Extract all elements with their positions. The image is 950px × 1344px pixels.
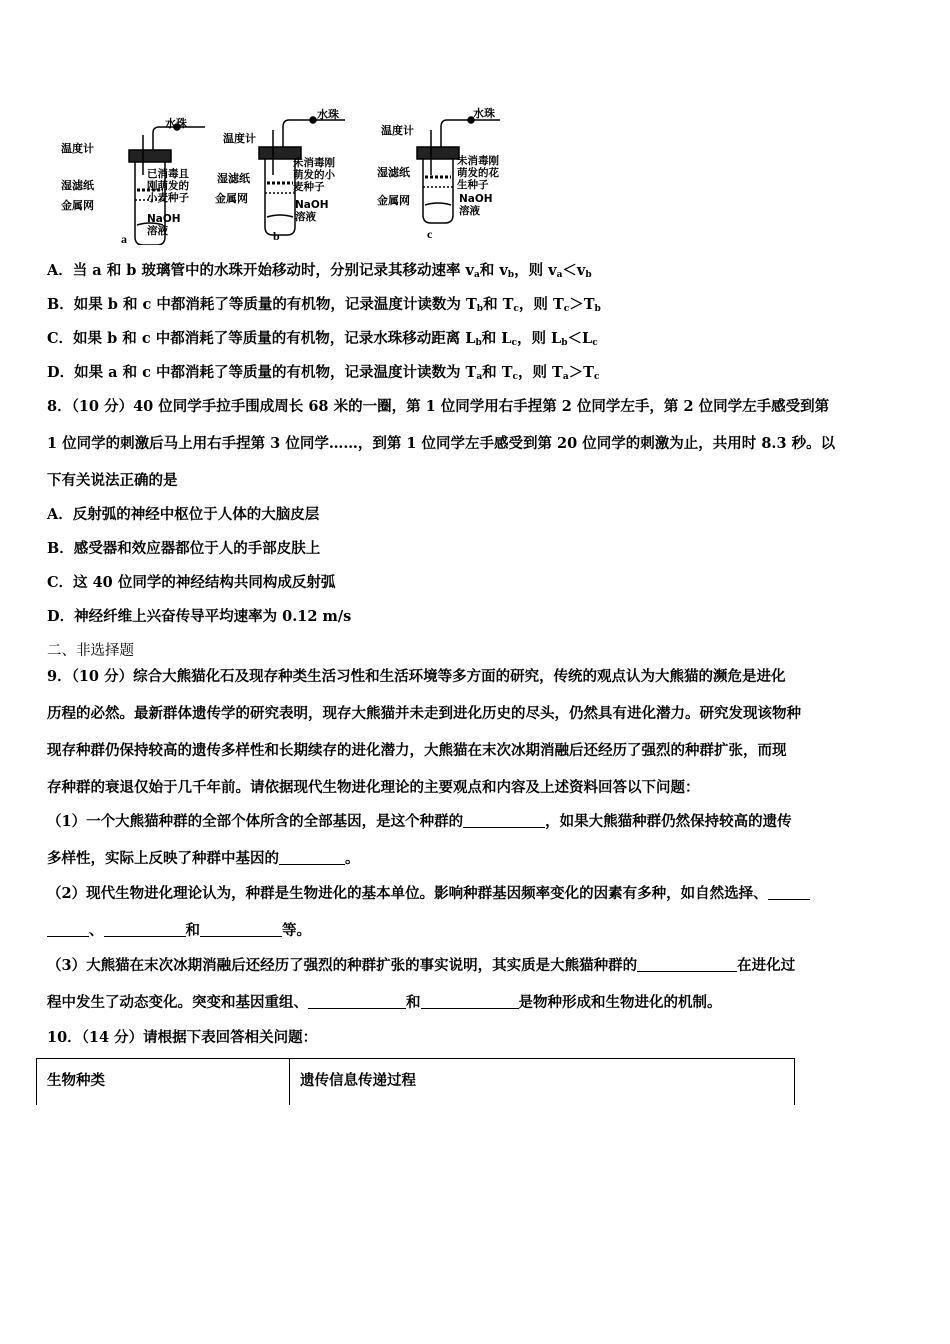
section-heading: 二、非选择题 [47,643,134,659]
q8-option-c: C．这 40 位同学的神经结构共同构成反射弧 [47,574,336,591]
q8-option-d: D．神经纤维上兴奋传导平均速率为 0.12 m/s [47,608,352,625]
q7-option-c: C．如果 b 和 c 中都消耗了等质量的有机物，记录水珠移动距离 $L_b$和 $L_c$，则 $L_b<L_c$ [47,330,598,348]
apparatus-figure [55,105,535,245]
mesh-label-a: 金属网 [61,199,94,212]
q8-option-a: A．反射弧的神经中枢位于人体的大脑皮层 [47,506,320,523]
answer-blank[interactable] [308,994,406,1009]
thermometer-label-c: 温度计 [381,124,414,137]
q10-stem: 10．（14 分）请根据下表回答相关问题： [47,1029,318,1046]
water-drop-b [310,117,316,123]
mesh-label-c: 金属网 [377,194,410,207]
paper-label-b: 湿滤纸 [217,172,250,185]
q9-part2-line1: （2）现代生物进化理论认为，种群是生物进化的基本单位。影响种群基因频率变化的因素有多种，如自然选择、 [47,884,810,904]
stopper-c [417,147,459,159]
naoh-b [267,215,293,217]
q8-stem-line3: 下有关说法正确的是 [47,472,178,489]
q9-part3-line2: 程中发生了动态变化。突变和基因重组、 和 是物种形成和生物进化的机制。 [47,994,722,1011]
answer-blank[interactable] [104,922,186,937]
q9-part2-line2: 、 和 等。 [47,921,311,941]
mesh-label-b: 金属网 [215,192,248,205]
stopper-a [129,150,171,162]
answer-blank[interactable] [421,994,519,1009]
q9-stem-line4: 存种群的衰退仅始于几千年前。请依据现代生物进化理论的主要观点和内容及上述资料回答以下问题： [47,779,700,796]
q8-stem-line2: 1 位同学的刺激后马上用右手捏第 3 位同学……，到第 1 位同学左手感受到第 20 位同学的刺激为止，共用时 8.3 秒。以 [47,435,836,452]
water-label-b: 水珠 [317,108,339,121]
naoh-label-c: NaOH溶液 [459,193,493,217]
q9-stem-line2: 历程的必然。最新群体遗传学的研究表明，现存大熊猫并未走到进化历史的尽头，仍然具有进化潜力。研究发现该物种 [47,705,801,722]
caption-a: a [121,232,127,246]
water-label-c: 水珠 [473,107,495,120]
glass-tube-b [283,120,345,147]
answer-blank[interactable] [463,813,545,828]
seed-label-b: 未消毒刚萌发的小麦种子 [293,157,335,193]
answer-blank[interactable] [47,922,89,937]
thermometer-label-a: 温度计 [61,142,94,155]
caption-b: b [273,229,280,243]
paper-label-c: 湿滤纸 [377,166,410,179]
table-header-species: 生物种类 [47,1072,105,1089]
naoh-label-b: NaOH溶液 [295,199,329,223]
q7-option-b: B．如果 b 和 c 中都消耗了等质量的有机物，记录温度计读数为 $T_b$和 $T_c$，则 $T_c>T_b$ [47,296,601,314]
q10-table [36,1058,795,1105]
water-label-a: 水珠 [165,117,187,130]
q7-option-a: A．当 a 和 b 玻璃管中的水珠开始移动时，分别记录其移动速率 $v_a$和 $v_b$，则 $v_a<v_b$ [47,262,592,280]
naoh-label-a: NaOH溶液 [147,213,181,237]
naoh-c [425,203,451,205]
answer-blank[interactable] [768,885,810,900]
seed-label-a: 已消毒且刚萌发的小麦种子 [147,168,189,204]
q9-stem-line1: 9．（10 分）综合大熊猫化石及现存种类生活习性和生活环境等多方面的研究，传统的观点认为大熊猫的濒危是进化 [47,668,786,685]
q9-part1-line1: （1）一个大熊猫种群的全部个体所含的全部基因，是这个种群的 ，如果大熊猫种群仍然保持较高的遗传 [47,813,792,830]
q7-option-d: D．如果 a 和 c 中都消耗了等质量的有机物，记录温度计读数为 $T_a$和 $T_c$，则 $T_a>T_c$ [47,364,600,382]
q9-part3-line1: （3）大熊猫在末次冰期消融后还经历了强烈的种群扩张的事实说明，其实质是大熊猫种群的 在进化过 [47,957,796,974]
answer-blank[interactable] [279,850,345,865]
table-divider [289,1059,290,1105]
table-header-process: 遗传信息传递过程 [300,1072,416,1089]
paper-label-a: 湿滤纸 [61,179,94,192]
q9-part1-line2: 多样性，实际上反映了种群中基因的 。 [47,850,360,867]
answer-blank[interactable] [200,922,282,937]
answer-blank[interactable] [637,957,737,972]
q8-stem-line1: 8．（10 分）40 位同学手拉手围成周长 68 米的一圈，第 1 位同学用右手捏第 2 位同学左手，第 2 位同学左手感受到第 [47,398,830,415]
q9-stem-line3: 现存种群仍保持较高的遗传多样性和长期续存的进化潜力，大熊猫在末次冰期消融后还经历了强烈的种群扩张，而现 [47,742,787,759]
thermometer-label-b: 温度计 [223,132,256,145]
glass-tube-a [153,127,205,150]
seed-label-c: 未消毒刚萌发的花生种子 [457,155,499,191]
glass-tube-c [441,120,500,147]
caption-c: c [427,227,433,241]
q8-option-b: B．感受器和效应器都位于人的手部皮肤上 [47,540,321,557]
